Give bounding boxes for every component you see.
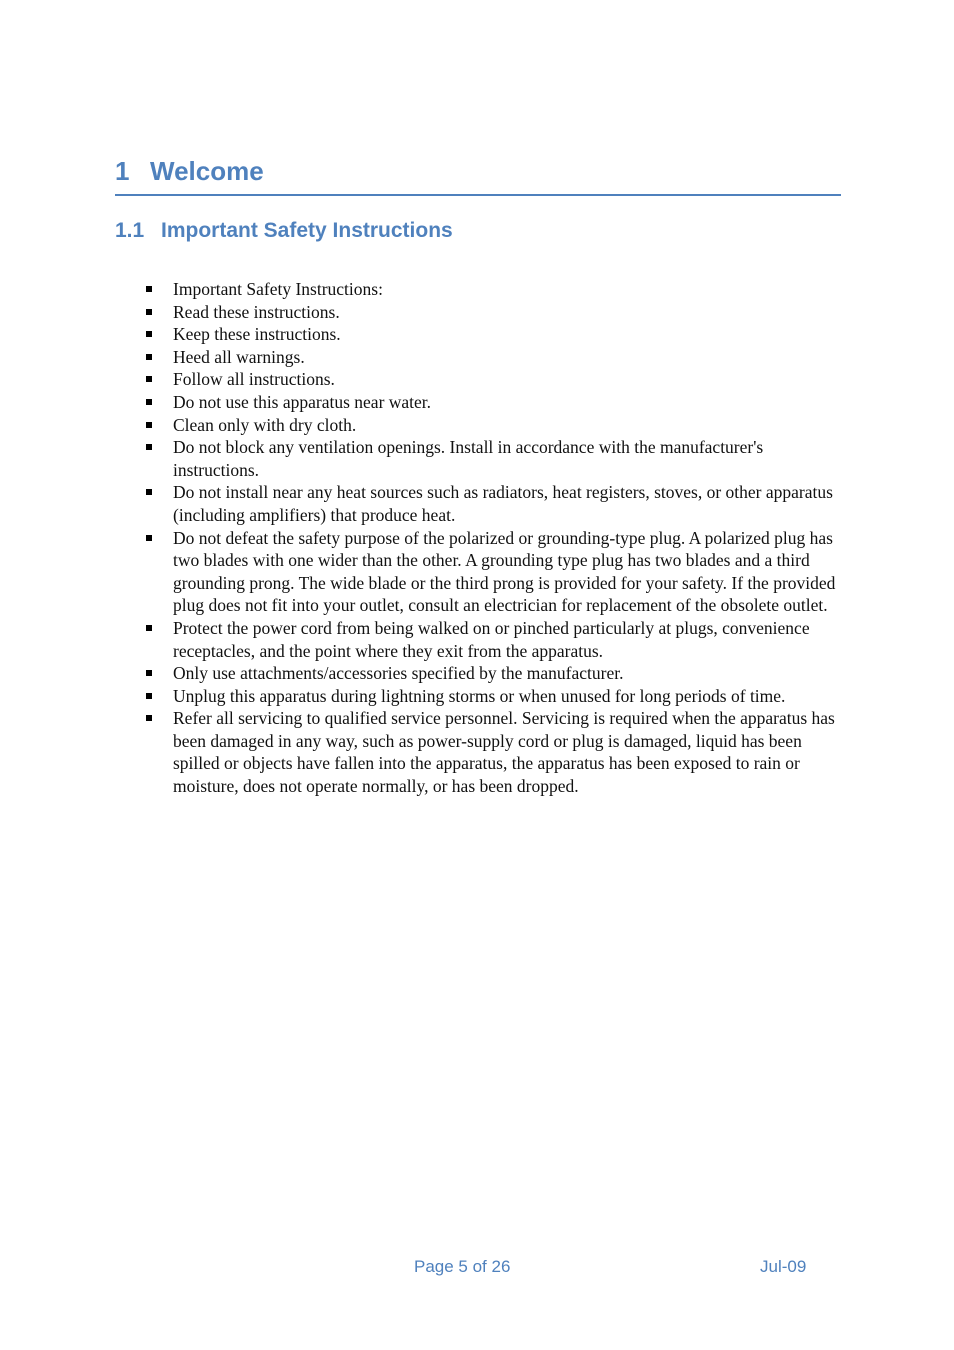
list-item [146,436,836,481]
list-item-text: Keep these instructions. [173,324,341,345]
square-bullet-icon [146,422,152,428]
square-bullet-icon [146,444,152,450]
square-bullet-icon [146,670,152,676]
list-item-text: Only use attachments/accessories specified by the manufacturer. [173,663,624,684]
footer-page-number: Page 5 of 26 [414,1257,511,1276]
chapter-heading [115,154,841,196]
list-item-text: Do not install near any heat sources such as radiators, heat registers, stoves, or other apparatus (including amplifiers) that produce heat. [173,482,833,525]
list-item-text: Do not use this apparatus near water. [173,391,432,412]
list-item [146,323,836,346]
square-bullet-icon [146,535,152,541]
section-number: 1.1 [115,219,145,242]
list-item-text: Do not defeat the safety purpose of the polarized or grounding-type plug. A polarized plug has two blades with one wider than the other. A grounding type plug has two blades and a third grounding prong. The wide blade or the third prong is provided for your safety. If the provided plug does not fit into your outlet, consult an electrician for replacement of the obsolete outlet. [173,527,836,616]
list-item [146,617,836,662]
square-bullet-icon [146,331,152,337]
list-item [146,278,836,301]
square-bullet-icon [146,715,152,721]
list-item [146,707,836,797]
list-item [146,414,836,437]
footer-date: Jul-09 [760,1257,807,1276]
chapter-number: 1 [115,156,130,186]
square-bullet-icon [146,309,152,315]
list-item-text: Read these instructions. [173,301,340,322]
section-heading [115,216,453,246]
square-bullet-icon [146,354,152,360]
list-item-text: Refer all servicing to qualified service personnel. Servicing is required when the apparatus has been damaged in any way, such as power-supply cord or plug is damaged, liquid has been spilled or objects have fallen into the apparatus, the apparatus has been exposed to rain or moisture, does not operate normally, or has been dropped. [173,708,835,797]
square-bullet-icon [146,489,152,495]
square-bullet-icon [146,286,152,292]
list-item [146,527,836,617]
list-item [146,481,836,526]
square-bullet-icon [146,376,152,382]
list-item [146,391,836,414]
list-item [146,301,836,324]
square-bullet-icon [146,625,152,631]
list-item [146,346,836,369]
list-item-text: Clean only with dry cloth. [173,414,357,435]
list-item-text: Important Safety Instructions: [173,279,383,299]
square-bullet-icon [146,399,152,405]
list-item-text: Follow all instructions. [173,369,335,390]
list-item [146,685,836,708]
list-item [146,662,836,685]
safety-instructions-list [146,278,836,798]
chapter-title: Welcome [150,156,264,186]
list-item-text: Unplug this apparatus during lightning storms or when unused for long periods of time. [173,685,786,706]
square-bullet-icon [146,693,152,699]
section-title: Important Safety Instructions [161,219,453,242]
list-item-text: Do not block any ventilation openings. Install in accordance with the manufacturer's instructions. [173,437,764,480]
list-item-text: Protect the power cord from being walked on or pinched particularly at plugs, convenience receptacles, and the point where they exit from the apparatus. [173,617,810,661]
list-item-text: Heed all warnings. [173,346,305,367]
list-item [146,368,836,391]
